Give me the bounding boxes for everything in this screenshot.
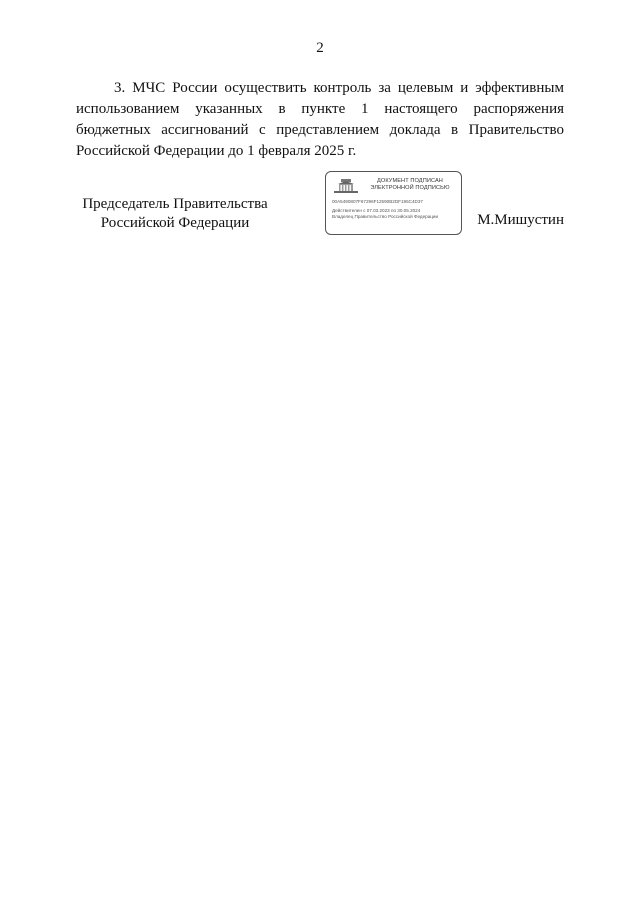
stamp-header-line-2: ЭЛЕКТРОННОЙ ПОДПИСЬЮ: [370, 185, 450, 191]
signer-name: М.Мишустин: [477, 212, 564, 228]
stamp-validity: Действителен с 07.03.2023 по 30.05.2024: [332, 208, 421, 213]
stamp-certificate-number: 00A5490807F67296F12590B2DF195C4D37: [332, 199, 423, 204]
signer-title-line-2: Российской Федерации: [100, 215, 250, 231]
signer-title: [60, 195, 290, 233]
signer-title-line-1: Председатель Правительства: [82, 196, 268, 212]
electronic-signature-stamp: [325, 171, 462, 235]
government-building-emblem-icon: [332, 178, 360, 194]
paragraph-item-3: 3. МЧС России осуществить контроль за целевым и эффективным использованием указанных в пункте 1 настоящего распоряжения бюджетных ассигнований с представлением доклада в Правительство Российской Федерации до 1 февраля 2025 г.: [76, 80, 564, 159]
stamp-header: [362, 178, 458, 192]
stamp-header-line-1: ДОКУМЕНТ ПОДПИСАН: [377, 178, 443, 184]
page-number: 2: [316, 40, 324, 56]
stamp-owner: Владелец Правительство Российской Федерации: [332, 214, 439, 219]
